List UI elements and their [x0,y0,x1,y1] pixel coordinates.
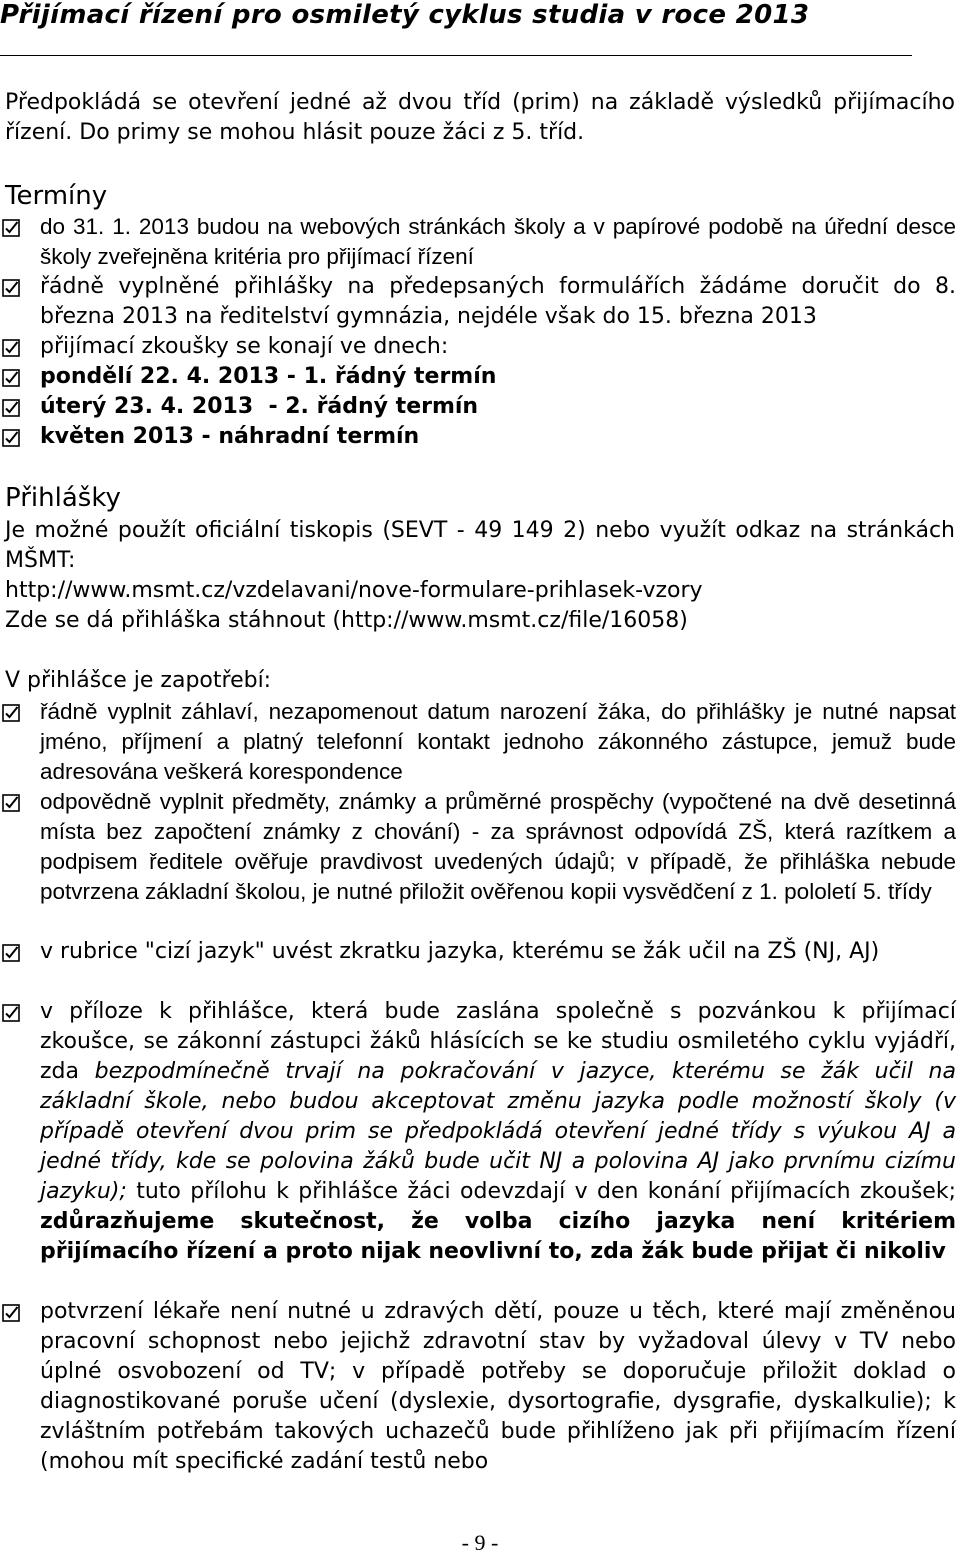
checkbox-icon [2,399,20,417]
applications-text: Je možné použít oficiální tiskopis (SEVT - 49 149 2) nebo využít odkaz na stránkách MŠMT: [5,518,955,573]
msmt-link[interactable]: http://www.msmt.cz/vzdelavani/nove-formulare-prihlasek-vzory [5,578,703,603]
requirements-item: potvrzení lékaře není nutné u zdravých dětí, pouze u těch, které mají změněnou pracovní schopnost nebo jejichž zdravotní stav by vyžadoval úlevy v TV nebo úplné osvobození od TV; v případě potřeby se doporučuje přiložit doklad o diagnostikované poruše učení (dyslexie, dysortografie, dysgrafie, dyskalkulie); k zvláštním potřebám takových uchazečů bude přihlíženo jak při přijímacím řízení (mohou mít specifické zadání testů nebo [0,1297,956,1477]
terms-item: do 31. 1. 2013 budou na webových stránkách školy a v papírové podobě na úřední desce školy zveřejněna kritéria pro přijímací řízení [0,212,956,272]
requirements-item: v rubrice "cizí jazyk" uvést zkratku jazyka, kterému se žák učil na ZŠ (NJ, AJ) [0,937,956,967]
checkbox-icon [2,339,20,357]
terms-item: přijímací zkoušky se konají ve dnech: [0,332,956,362]
checkbox-icon [2,1304,20,1322]
terms-item: pondělí 22. 4. 2013 - 1. řádný termín [0,362,956,392]
terms-heading: Termíny [5,181,108,211]
checkbox-icon [2,704,20,722]
download-text: Zde se dá přihláška stáhnout (http://www.msmt.cz/file/16058) [5,608,688,633]
checkbox-icon [2,369,20,387]
requirements-heading: V přihlášce je zapotřebí: [5,668,272,693]
checkbox-icon [2,794,20,812]
title-underline [0,55,912,56]
checkbox-icon [2,279,20,297]
requirements-item: v příloze k přihlášce, která bude zaslána společně s pozvánkou k přijímací zkoušce, se zákonní zástupci žáků hlásících se ke studiu osmiletého cyklu vyjádří, zda bezpodmínečně trvají na pokračování v jazyce, kterému se žák učil na základní škole, nebo budou akceptovat změnu jazyka podle možností školy (v případě otevření dvou prim se předpokládá otevření jedné třídy s výukou AJ a jedné třídy, kde se polovina žáků bude učit NJ a polovina AJ jako prvnímu cizímu jazyku); tuto přílohu k přihlášce žáci odevzdají v den konání přijímacích zkoušek; zdůrazňujeme skutečnost, že volba cizího jazyka není kritériem přijímacího řízení a proto nijak neovlivní to, zda žák bude přijat či nikoliv [0,997,956,1267]
requirements-item: řádně vyplnit záhlaví, nezapomenout datum narození žáka, do přihlášky je nutné napsat jméno, příjmení a platný telefonní kontakt jednoho zákonného zástupce, jemuž bude adresována veškerá korespondence [0,697,956,787]
intro-paragraph: Předpokládá se otevření jedné až dvou tříd (prim) na základě výsledků přijímacího řízení. Do primy se mohou hlásit pouze žáci z 5. tříd. [5,90,955,145]
terms-item: květen 2013 - náhradní termín [0,422,956,452]
page-title: Přijímací řízení pro osmiletý cyklus studia v roce 2013 [0,0,810,30]
terms-item: řádně vyplněné přihlášky na předepsaných formulářích žádáme doručit do 8. března 2013 na ředitelství gymnázia, nejdéle však do 15. března 2013 [0,272,956,332]
terms-item: úterý 23. 4. 2013 - 2. řádný termín [0,392,956,422]
requirements-item: odpovědně vyplnit předměty, známky a průměrné prospěchy (vypočtené na dvě desetinná místa bez započtení známky z chování) - za správnost odpovídá ZŠ, která razítkem a podpisem ředitele ověřuje pravdivost uvedených údajů; v případě, že přihláška nebude potvrzena základní školou, je nutné přiložit ověřenou kopii vysvědčení z 1. pololetí 5. třídy [0,787,956,907]
checkbox-icon [2,429,20,447]
checkbox-icon [2,219,20,237]
applications-heading: Přihlášky [5,483,121,513]
checkbox-icon [2,944,20,962]
checkbox-icon [2,1004,20,1022]
page-number: - 9 - [461,1530,499,1555]
